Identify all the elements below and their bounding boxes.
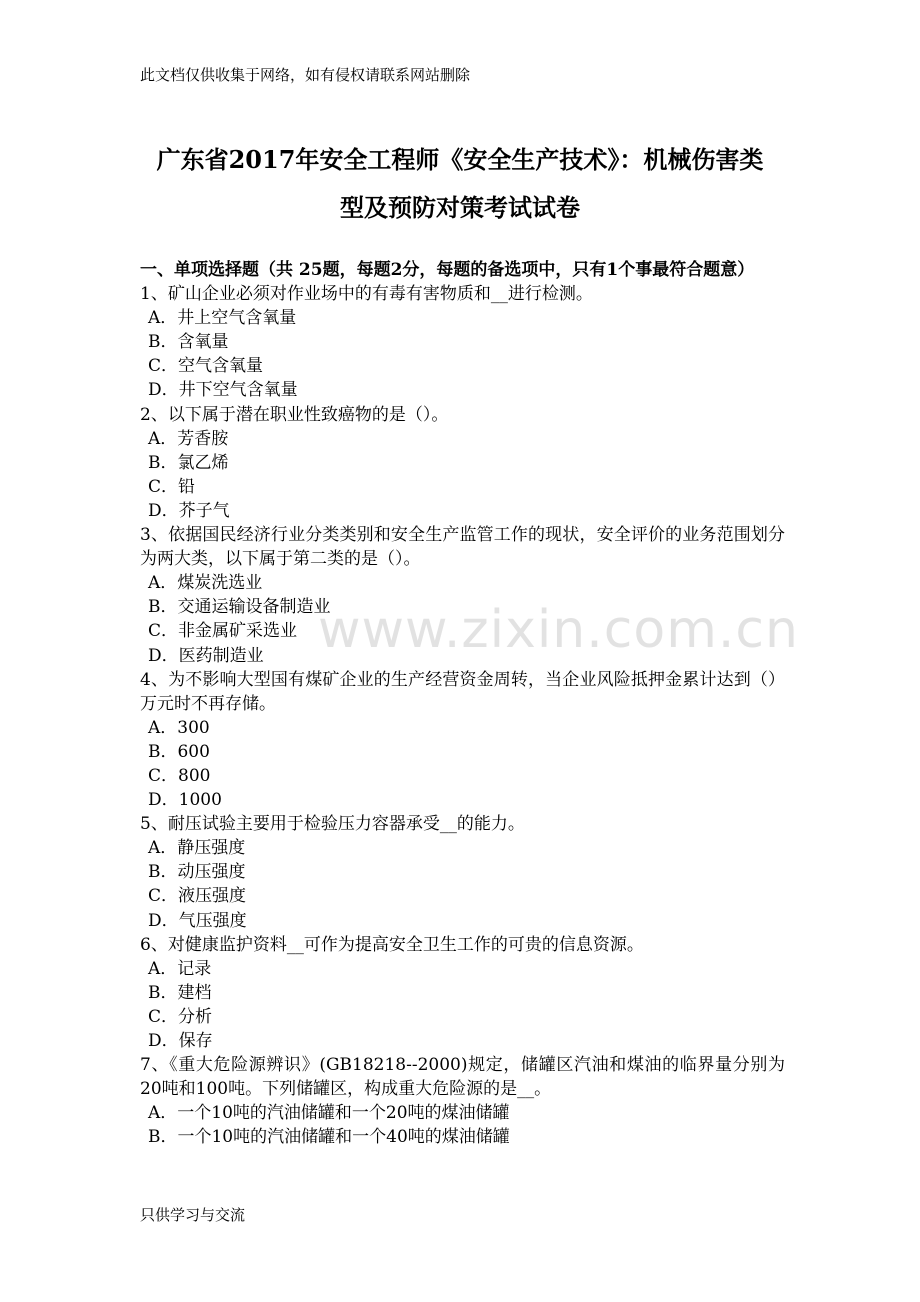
- option-c: C．分析: [148, 1006, 213, 1027]
- question-7: [140, 1053, 785, 1149]
- document-title: [120, 136, 800, 232]
- option-a: A．井上空气含氧量: [148, 308, 297, 329]
- exam-content: [140, 258, 785, 1149]
- question-text: 6、对健康监护资料__可作为提高安全卫生工作的可贵的信息资源。: [140, 934, 644, 955]
- section-heading: 一、单项选择题（共 25题，每题2分，每题的备选项中，只有1个事最符合题意）: [140, 260, 755, 280]
- option-a: A．记录: [148, 958, 212, 979]
- question-text: 3、依据国民经济行业分类类别和安全生产监管工作的现状，安全评价的业务范围划分为两大类，以下属于第二类的是（）。: [140, 525, 785, 570]
- option-d: D．保存: [148, 1031, 213, 1051]
- question-text: 7、《重大危险源辨识》(GB18218--2000)规定，储罐区汽油和煤油的临界量分别为20吨和100吨。下列储罐区，构成重大危险源的是__。: [140, 1055, 785, 1100]
- option-b: B．一个10吨的汽油储罐和一个40吨的煤油储罐: [148, 1127, 510, 1148]
- watermark-text: www.zixin.com.cn: [318, 600, 799, 660]
- question-1: [140, 282, 785, 402]
- option-d: D．医药制造业: [148, 645, 264, 666]
- option-a: A．静压强度: [148, 838, 246, 859]
- option-c: C．800: [148, 765, 211, 786]
- option-a: A．煤炭洗选业: [148, 573, 263, 594]
- option-a: A．一个10吨的汽油储罐和一个20吨的煤油储罐: [148, 1103, 510, 1124]
- option-d: D．井下空气含氧量: [148, 380, 298, 401]
- option-b: B．动压强度: [148, 862, 246, 883]
- question-2: [140, 403, 785, 523]
- footer-note: 只供学习与交流: [140, 1206, 246, 1224]
- option-d: D．1000: [148, 790, 222, 811]
- option-c: C．空气含氧量: [148, 356, 264, 377]
- option-a: A．300: [148, 717, 210, 738]
- question-5: [140, 812, 785, 932]
- question-text: 5、耐压试验主要用于检验压力容器承受__的能力。: [140, 814, 525, 835]
- question-text: 2、以下属于潜在职业性致癌物的是（）。: [140, 404, 449, 425]
- option-b: B．600: [148, 741, 210, 762]
- header-disclaimer: 此文档仅供收集于网络，如有侵权请联系网站删除: [140, 66, 471, 84]
- option-b: B．氯乙烯: [148, 452, 229, 473]
- question-4: [140, 668, 785, 813]
- document-title-line1: 广东省2017年安全工程师《安全生产技术》：机械伤害类: [156, 145, 764, 174]
- option-b: B．交通运输设备制造业: [148, 597, 331, 618]
- option-b: B．含氧量: [148, 332, 229, 353]
- option-c: C．液压强度: [148, 886, 247, 907]
- option-c: C．非金属矿采选业: [148, 621, 298, 642]
- question-text: 1、矿山企业必须对作业场中的有毒有害物质和__进行检测。: [140, 284, 593, 305]
- document-title-line2: 型及预防对策考试试卷: [340, 193, 580, 222]
- option-d: D．芥子气: [148, 500, 230, 521]
- option-c: C．铅: [148, 476, 196, 497]
- option-a: A．芳香胺: [148, 428, 229, 449]
- option-d: D．气压强度: [148, 910, 247, 931]
- option-b: B．建档: [148, 982, 212, 1003]
- question-3: [140, 523, 785, 668]
- question-6: [140, 933, 785, 1053]
- question-text: 4、为不影响大型国有煤矿企业的生产经营资金周转，当企业风险抵押金累计达到（）万元时不再存储。: [140, 669, 785, 714]
